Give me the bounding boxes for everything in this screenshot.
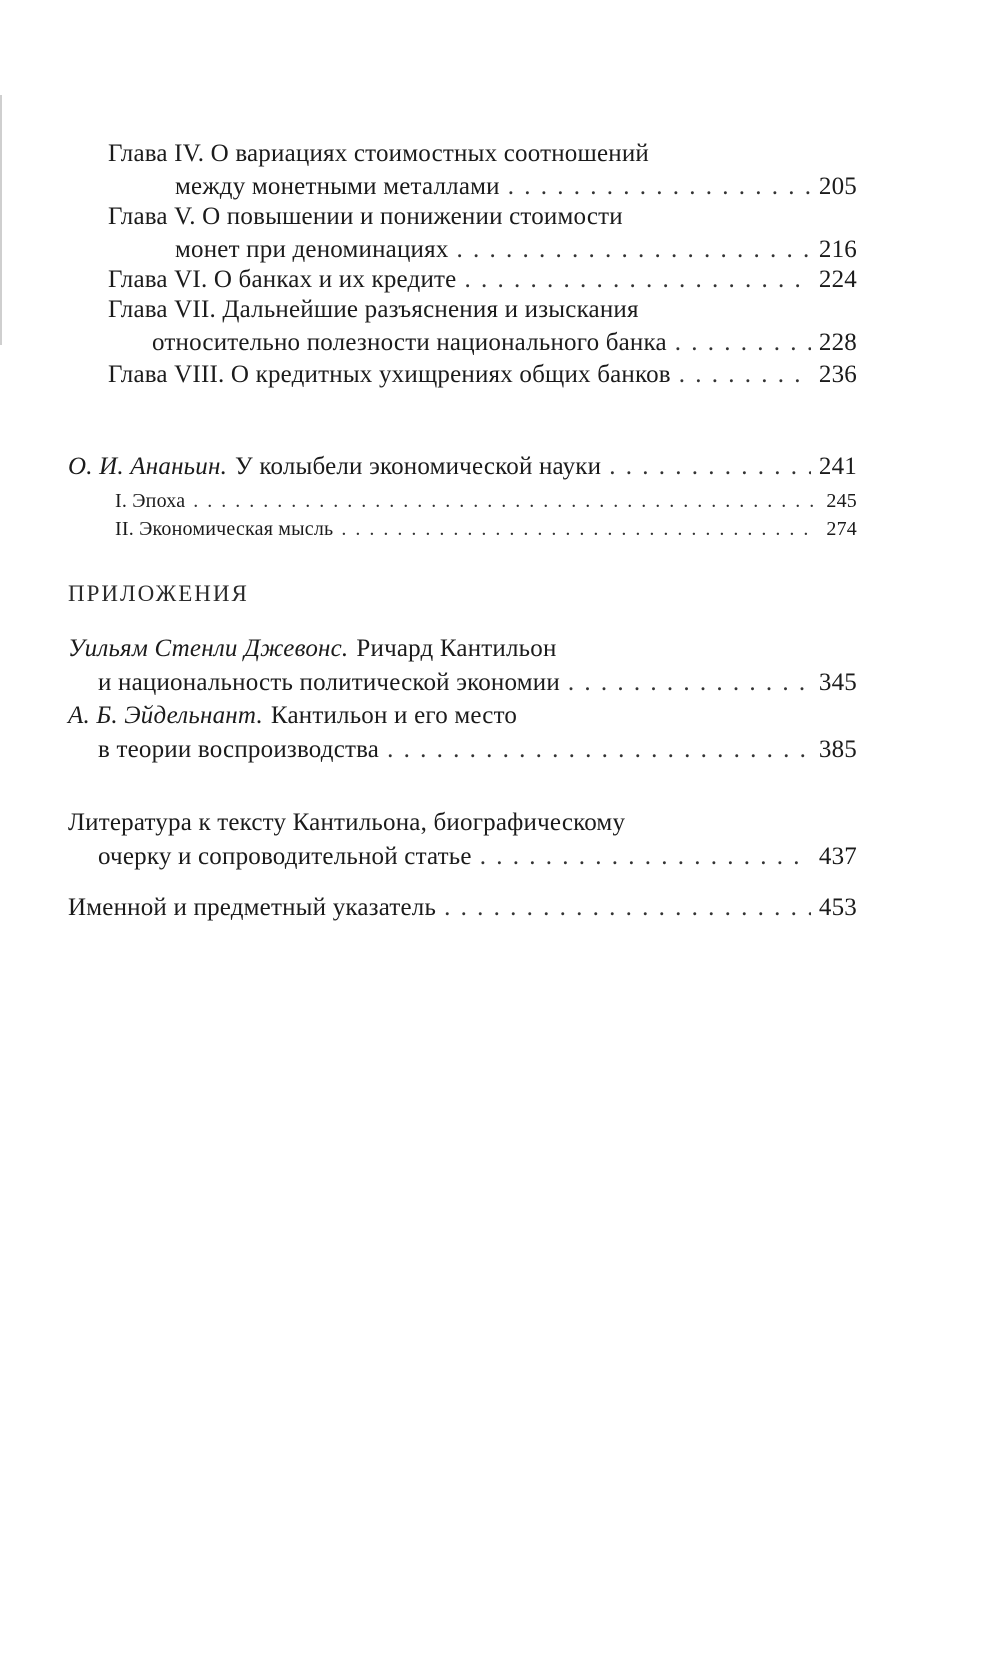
page-number: 385 (818, 736, 857, 763)
dot-leader (675, 326, 811, 360)
page-number: 274 (826, 518, 857, 540)
page-number: 224 (818, 266, 857, 293)
toc-entry-jevons[interactable] (68, 632, 857, 666)
toc-entry-title: Литература к тексту Кантильона, биографическому (68, 809, 626, 836)
appendix-heading: ПРИЛОЖЕНИЯ (68, 581, 249, 606)
dot-leader (193, 487, 818, 515)
toc-entry-title: Глава IV. О вариациях стоимостных соотношений (108, 140, 649, 167)
toc-entry-title: II. Экономическая мысль (115, 518, 334, 540)
page-number: 453 (818, 894, 857, 921)
toc-entry-chapter-5-cont[interactable] (175, 233, 857, 267)
toc-entry-title: монет при деноминациях (175, 236, 449, 263)
toc-entry-essay-section-2[interactable] (115, 515, 857, 543)
toc-entry-jevons-cont[interactable] (98, 666, 857, 700)
toc-entry-chapter-4-cont[interactable] (175, 170, 857, 204)
toc-entry-title: относительно полезности национального банка (152, 329, 667, 356)
toc-entry-literature[interactable] (68, 806, 857, 840)
toc-entry-title: Именной и предметный указатель (68, 894, 437, 921)
dot-leader (508, 170, 811, 204)
toc-entry-eidelnant[interactable] (68, 699, 857, 733)
page-number: 437 (818, 843, 857, 870)
dot-leader (464, 263, 810, 297)
dot-leader (480, 840, 811, 874)
dot-leader (609, 450, 811, 484)
toc-entry-chapter-4[interactable] (108, 137, 897, 171)
page-number: 236 (818, 361, 857, 388)
toc-entry-title: Глава V. О повышении и понижении стоимости (108, 203, 623, 230)
page-number: 241 (818, 453, 857, 480)
toc-entry-eidelnant-cont[interactable] (98, 733, 857, 767)
toc-entry-index[interactable] (68, 891, 857, 925)
dot-leader (679, 358, 811, 392)
dot-leader (457, 233, 811, 267)
page-number: 216 (818, 236, 857, 263)
toc-entry-title: Глава VIII. О кредитных ухищрениях общих банков (108, 361, 671, 388)
page-number: 228 (818, 329, 857, 356)
page-number: 245 (826, 490, 857, 512)
toc-entry-title: в теории воспроизводства (98, 736, 380, 763)
toc-entry-title: Ричард Кантильон (356, 635, 557, 662)
page-number: 205 (818, 173, 857, 200)
toc-entry-chapter-7-cont[interactable] (152, 326, 857, 360)
dot-leader (568, 666, 811, 700)
toc-entry-literature-cont[interactable] (98, 840, 857, 874)
dot-leader (444, 891, 811, 925)
toc-entry-title: Глава VI. О банках и их кредите (108, 266, 457, 293)
toc-entry-title: между монетными металлами (175, 173, 500, 200)
toc-entry-title: очерку и сопроводительной статье (98, 843, 472, 870)
toc-entry-chapter-8[interactable] (108, 358, 857, 392)
toc-entry-title: Глава VII. Дальнейшие разъяснения и изыскания (108, 296, 639, 323)
toc-entry-author: Уильям Стенли Джевонс. (68, 635, 349, 662)
toc-entry-title: и национальность политической экономии (98, 669, 560, 696)
toc-entry-essay[interactable] (68, 450, 857, 484)
toc-entry-chapter-6[interactable] (108, 263, 857, 297)
dot-leader (341, 515, 818, 543)
toc-entry-title: I. Эпоха (115, 490, 186, 512)
page-number: 345 (818, 669, 857, 696)
toc-entry-chapter-5[interactable] (108, 200, 897, 234)
toc-entry-author: О. И. Ананьин. (68, 453, 228, 480)
toc-entry-essay-section-1[interactable] (115, 487, 857, 515)
toc-entry-title: Кантильон и его место (270, 702, 518, 729)
dot-leader (387, 733, 811, 767)
toc-entry-chapter-7[interactable] (108, 293, 897, 327)
toc-entry-title: У колыбели экономической науки (235, 453, 602, 480)
toc-entry-author: А. Б. Эйдельнант. (68, 702, 263, 729)
